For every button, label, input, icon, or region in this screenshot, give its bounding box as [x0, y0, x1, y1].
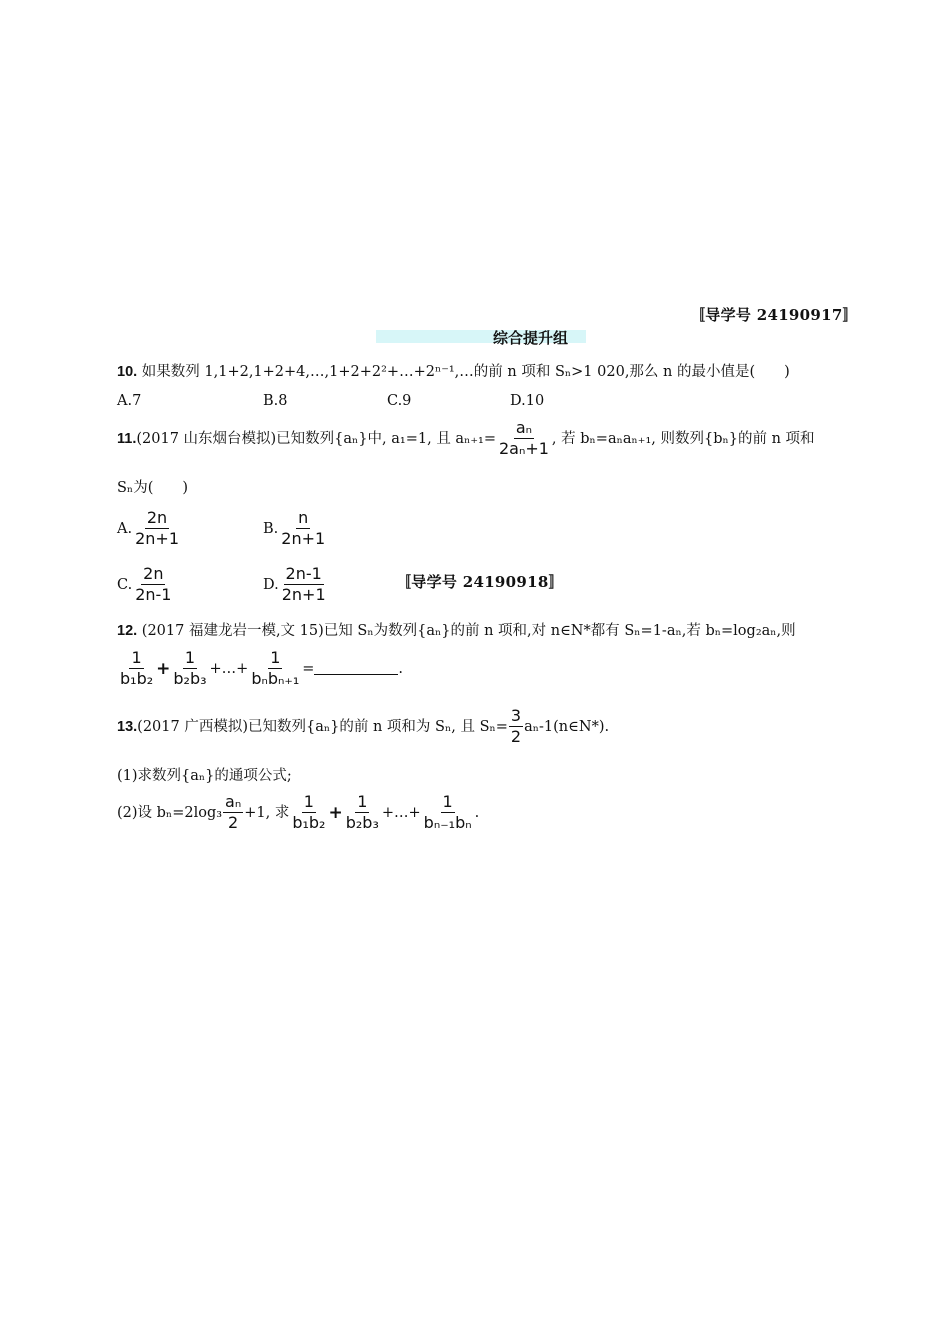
period: .	[398, 660, 404, 677]
question-number: 11.	[117, 430, 137, 447]
fraction	[344, 792, 381, 833]
option-b: B.8	[263, 393, 288, 409]
question-stem: 如果数列 1,1+2,1+2+4,…,1+2+2²+…+2ⁿ⁻¹,…的前 n 项和 Sₙ>1 020,那么 n 的最小值是( )	[141, 364, 790, 380]
question-13-part-1: (1)求数列{aₙ}的通项公式;	[117, 768, 292, 784]
question-stem-part: (2017 广西模拟)已知数列{aₙ}的前 n 项和为 Sₙ, 且 Sₙ=	[137, 718, 508, 735]
fraction-denominator: 2n+1	[135, 529, 179, 548]
question-number: 13.	[117, 718, 138, 735]
plus-sign: +	[328, 802, 343, 823]
fraction-numerator: aₙ	[515, 418, 533, 437]
part-2-text: (2)设 bₙ=2log₃	[117, 804, 223, 821]
fraction-denominator: bₙbₙ₊₁	[251, 669, 300, 688]
fraction	[171, 648, 208, 689]
question-12-expression	[117, 648, 403, 689]
ellipsis-sum: +…+	[209, 660, 249, 677]
fraction-denominator: b₂b₃	[345, 813, 379, 832]
question-12	[117, 621, 796, 641]
option-label: B.	[263, 520, 279, 537]
fraction	[497, 418, 551, 459]
fraction-denominator: 2n+1	[281, 585, 326, 604]
option-b	[263, 508, 328, 549]
option-d	[263, 564, 329, 605]
fraction-denominator: b₁b₂	[292, 813, 326, 832]
fraction-denominator: 2	[510, 727, 522, 746]
question-13-part-2	[117, 792, 479, 833]
fraction-numerator: 2n	[143, 564, 164, 583]
fraction-numerator: 1	[131, 648, 142, 667]
fraction-numerator: 1	[303, 792, 314, 811]
question-stem-part: (2017 山东烟台模拟)已知数列{aₙ}中, a₁=1, 且 aₙ₊₁=	[136, 430, 496, 447]
fraction	[279, 508, 327, 549]
fraction	[249, 648, 301, 689]
equals-sign: =	[302, 660, 315, 677]
reference-number: 〚导学号 24190918〛	[396, 573, 564, 591]
fraction-numerator: 1	[357, 792, 368, 811]
option-label: C.	[117, 576, 133, 593]
fraction-numerator: 3	[510, 706, 522, 725]
fraction	[118, 648, 155, 689]
fraction-numerator: aₙ	[225, 792, 242, 811]
question-11	[117, 418, 815, 459]
ellipsis-sum: +…+	[381, 804, 421, 821]
option-d: D.10	[510, 393, 545, 409]
option-c: C.9	[387, 393, 412, 409]
answer-blank[interactable]	[314, 662, 398, 675]
fraction	[509, 706, 523, 747]
fraction	[133, 508, 181, 549]
section-heading: 综合提升组	[493, 329, 569, 347]
fraction	[133, 564, 173, 605]
question-stem-part: aₙ-1(n∈N*).	[524, 718, 610, 735]
question-stem: (2017 福建龙岩一模,文 15)已知 Sₙ为数列{aₙ}的前 n 项和,对 n∈N*都有 Sₙ=1-aₙ,若 bₙ=log₂aₙ,则	[141, 623, 796, 639]
question-10	[117, 362, 790, 382]
option-c	[117, 564, 174, 605]
fraction-denominator: bₙ₋₁bₙ	[423, 813, 472, 832]
fraction-numerator: 2n-1	[285, 564, 322, 583]
fraction	[223, 792, 243, 833]
fraction	[290, 792, 327, 833]
question-13	[117, 706, 609, 747]
fraction-numerator: 2n	[146, 508, 168, 527]
fraction-denominator: 2n-1	[135, 585, 172, 604]
option-a: A.7	[117, 393, 142, 409]
question-stem-part: , 若 bₙ=aₙaₙ₊₁, 则数列{bₙ}的前 n 项和	[551, 430, 815, 447]
fraction-denominator: b₂b₃	[173, 669, 207, 688]
option-label: D.	[263, 576, 279, 593]
fraction-numerator: 1	[184, 648, 196, 667]
fraction-denominator: b₁b₂	[120, 669, 154, 688]
question-number: 10.	[117, 364, 138, 380]
option-label: A.	[117, 520, 133, 537]
option-a	[117, 508, 182, 549]
fraction-denominator: 2	[228, 813, 239, 832]
part-2-text: +1, 求	[244, 804, 290, 821]
period: .	[474, 804, 480, 821]
fraction-denominator: 2n+1	[281, 529, 326, 548]
question-stem-continued: Sₙ为( )	[117, 480, 189, 496]
fraction	[280, 564, 328, 605]
plus-sign: +	[156, 658, 171, 679]
fraction-numerator: 1	[442, 792, 453, 811]
fraction-numerator: 1	[270, 648, 281, 667]
question-number: 12.	[117, 623, 138, 639]
reference-number: 〚导学号 24190917〛	[690, 306, 858, 324]
fraction-denominator: 2aₙ+1	[498, 439, 549, 458]
fraction-numerator: n	[298, 508, 309, 527]
fraction	[422, 792, 474, 833]
